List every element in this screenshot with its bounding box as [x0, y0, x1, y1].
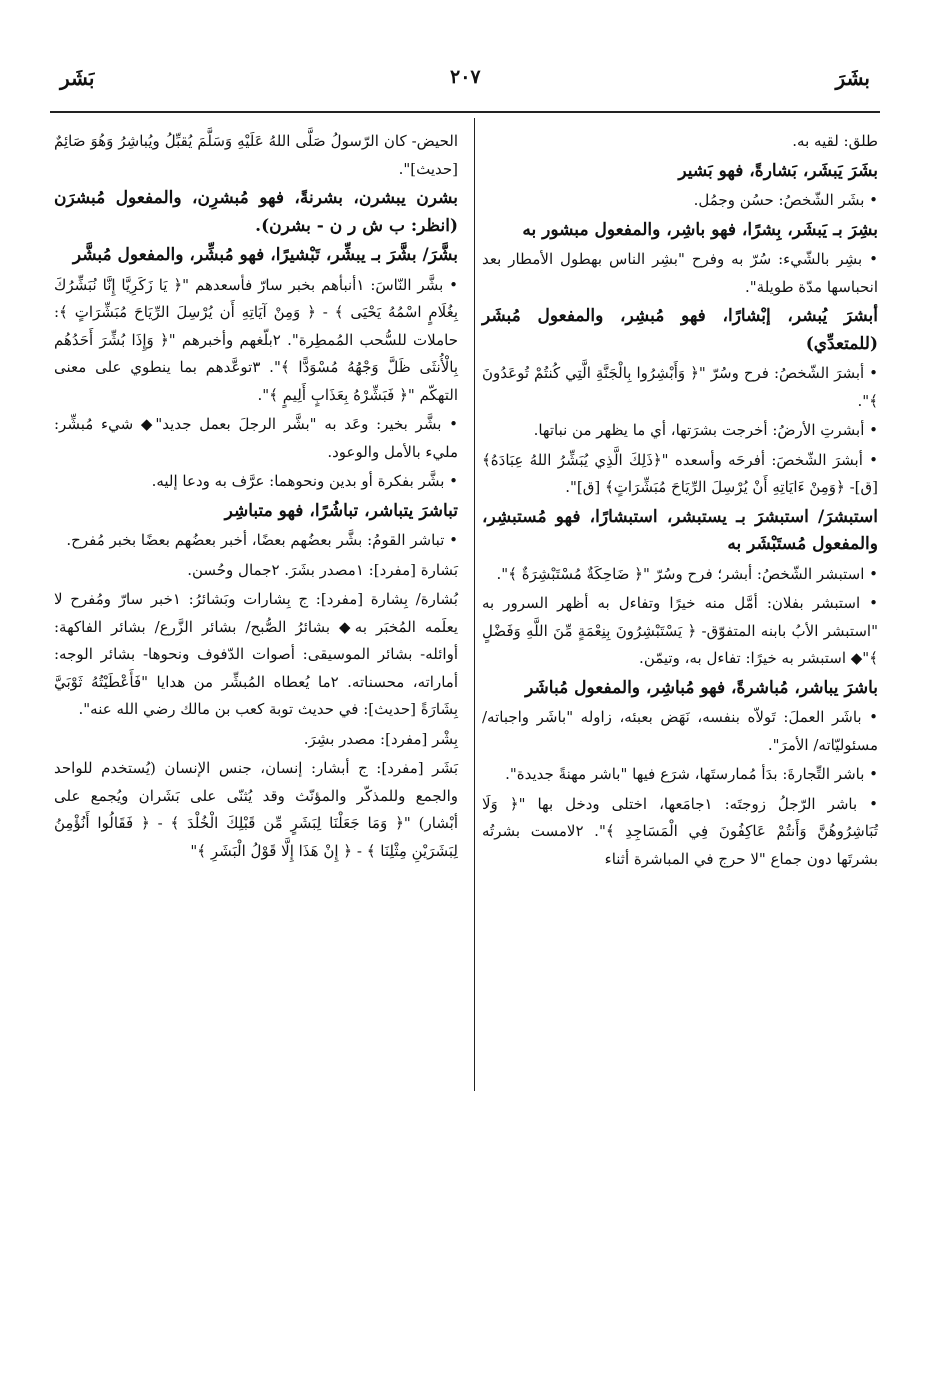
left-column	[54, 128, 458, 867]
entry-paragraph: بَشَر [مفرد]: ج أبشار: إنسان، جنس الإنسان (يُستخدم للواحد والجمع وللمذكّر والمؤنّث وقد يُثنّى على بَشَران ويُجمع على أبْشار) "﴿ وَمَا جَعَلْنَا لِبَشَرٍ مِّن قَبْلِكَ الْخُلْدَ ﴾ - ﴿ فَقَالُوا أَنُؤْمِنُ لِبَشَرَيْنِ مِثْلِنَا ﴾ - ﴿ إِنْ هَذَا إِلَّا قَوْلُ الْبَشَرِ ﴾"	[54, 759, 458, 860]
entry-paragraph: بَشارة [مفرد]: ١مصدر بشَرَ. ٢جمال وحُسن.	[187, 560, 458, 579]
right-column	[482, 128, 878, 875]
entry-paragraph: • أبشرتِ الأرضُ: أخرجت بشرَتها، أي ما يظهر من نباتها.	[533, 421, 878, 439]
entry-paragraph: • بشِر بالشّيء: سُرّ به وفرح "بشِر الناس بهطول الأمطار بعد انحباسها مدّة طويلة".	[482, 250, 878, 296]
entry-paragraph: • استبشر الشّخصُ: أبشر؛ فرح وسُرّ "﴿ ضَاحِكَةٌ مُسْتَبْشِرَةٌ ﴾".	[496, 564, 878, 583]
headword-line: بشَرَ يَبشَر، بَشارةً، فهو بَشير	[678, 160, 878, 181]
headword-line: بشِرَ بـ يَبشَر، بِشرًا، فهو باشِر، والمفعول مبشور به	[522, 219, 878, 240]
entry-paragraph: • استبشر بفلان: أمَّل منه خيرًا وتفاءل به أظهر السرور به "استبشر الأبُ بابنه المتفوّق- ﴿ يَسْتَبْشِرُونَ بِنِعْمَةٍ مِّنَ اللَّهِ وَفَضْلٍ ﴾"◆ استبشر به خيرًا: تفاءل به، وتيمّن.	[482, 594, 878, 667]
entry-paragraph: • باشر التِّجارةَ: بدَأ مُمارستَها، شرَع فيها "باشر مهنةً جديدة".	[505, 765, 878, 783]
entry-paragraph: • بشَر الشّخصُ: حسُن وجمُل.	[693, 191, 878, 209]
headword-line: أبشرَ يُبشر، إبْشارًا، فهو مُبشِر، والمفعول مُبشَر (للمتعدِّي)	[482, 306, 878, 354]
entry-paragraph: • باشَر العملَ: تَولاّه بنفسه، نَهَض بعبئه، زاوله "باشَر واجباته/ مسئوليّاته/ الأمرَ".	[482, 708, 878, 754]
entry-paragraph: • أبشرَ الشّخصُ: فرح وسُرّ "﴿ وَأَبْشِرُوا بِالْجَنَّةِ الَّتِي كُنتُمْ تُوعَدُونَ ﴾".	[482, 364, 878, 410]
headword-line: تباشرَ يتباشر، تباشُرًا، فهو متباشِر	[224, 500, 458, 521]
headword-line: بشَّرَ/ بشَّرَ بـ يبشِّر، تَبْشيرًا، فهو مُبشِّر، والمفعول مُبشَّر	[72, 245, 458, 265]
entry-paragraph: بُشارة/ بِشارة [مفرد]: ج بِشارات وبَشائرُ: ١خبر سارّ ومُفرح لا يعلَمه المُخبَر به◆ بشائرُ الصُّبح/ بشائر الزَّرع/ بشائر الفاكهة: أوائله- بشائر الموسيقى: أصوات الدّفوف ونحوها- بشائر الوجه: أماراته، محسناته. ٢ما يُعطاه المُبشِّر من هدايا "فَأَعْطَيْتُهُ ثَوْبَيَّ بِشَارَةً [حديث]: في حديث توبة كعب بن مالك رضي الله عنه".	[54, 590, 458, 718]
entry-paragraph: • بشَّر بخير: وعَد به "بشَّر الرجلَ بعمل جديد"◆ شيء مُبشِّر: مليء بالأمل والوعود.	[54, 415, 458, 461]
entry-paragraph: • بشَّر النّاسَ: ١أنبأهم بخبر سارّ فأسعدهم "﴿ يَا زَكَرِيَّا إِنَّا نُبَشِّرُكَ بِغُلَامٍ اسْمُهُ يَحْيَى ﴾ - ﴿ وَمِنْ آيَاتِهِ أَن يُرْسِلَ الرِّيَاحَ مُبَشِّرَاتٍ ﴾: حاملات للسُّحب المُمطِرة". ٢بلّغهم وأخبرهم "﴿ وَإِذَا بُشِّرَ أَحَدُهُم بِالْأُنثَى ظَلَّ وَجْهُهُ مُسْوَدًّا ﴾". ٣توعَّدهم بما ينطوي على معنى التهكّم "﴿ فَبَشِّرْهُ بِعَذَابٍ أَلِيمٍ ﴾".	[54, 275, 458, 404]
headword-line: بشرن يبشرن، بشرنةً، فهو مُبشرِن، والمفعول مُبشرَن (انظر: ب ش ر ن - بشرن).	[54, 188, 458, 236]
entry-paragraph: • باشر الرّجلُ زوجتَه: ١جامَعها، اختلى ودخل بها "﴿ وَلَا تُبَاشِرُوهُنَّ وَأَنتُمْ عَاكِفُونَ فِي الْمَسَاجِدِ ﴾". ٢لامست بشرتُه بشرتَها دون جماع "لا حرج في المباشرة أثناء	[482, 794, 878, 868]
header-guide-word-right: بشَرَ	[835, 66, 870, 90]
headword-line: استبشرَ/ استبشرَ بـ يستبشر، استبشارًا، فهو مُستبشِر، والمفعول مُستَبْشَر به	[482, 506, 878, 554]
entry-paragraph: • أبشرَ الشّخصَ: أفرحَه وأسعده "﴿ذَلِكَ الَّذِي يُبَشِّرُ اللهُ عِبَادَهُ﴾ [ق]- ﴿وَمِنْ ءَايَاتِهِ أَنْ يُرْسِلَ الرِّيَاحَ مُبَشِّرَاتٍ﴾ [ق]".	[482, 450, 878, 496]
page-number: ٢٠٧	[450, 66, 481, 88]
entry-paragraph: طلق: لقيه به.	[792, 132, 878, 150]
header-rule	[50, 111, 880, 113]
entry-paragraph: الحيض- كان الرّسولُ صَلَّى اللهُ عَلَيْهِ وَسَلَّمَ يُقبِّلُ ويُباشِرُ وَهُوَ صَائِمٌ [حديث]".	[54, 132, 458, 178]
headword-line: باشرَ يباشر، مُباشرةً، فهو مُباشِر، والمفعول مُباشَر	[525, 677, 878, 698]
entry-paragraph: بِشْر [مفرد]: مصدر بشِرَ.	[303, 729, 458, 748]
header-guide-word-left: بَشَر	[60, 66, 95, 90]
entry-paragraph: • تباشر القومُ: بشَّر بعضُهم بعضًا، أخبر بعضُهم بعضًا بخبر مُفرح.	[66, 531, 458, 549]
entry-paragraph: • بشَّر بفكرة أو بدين ونحوهما: عرَّف به ودعا إليه.	[151, 472, 458, 490]
column-divider	[474, 118, 475, 1091]
